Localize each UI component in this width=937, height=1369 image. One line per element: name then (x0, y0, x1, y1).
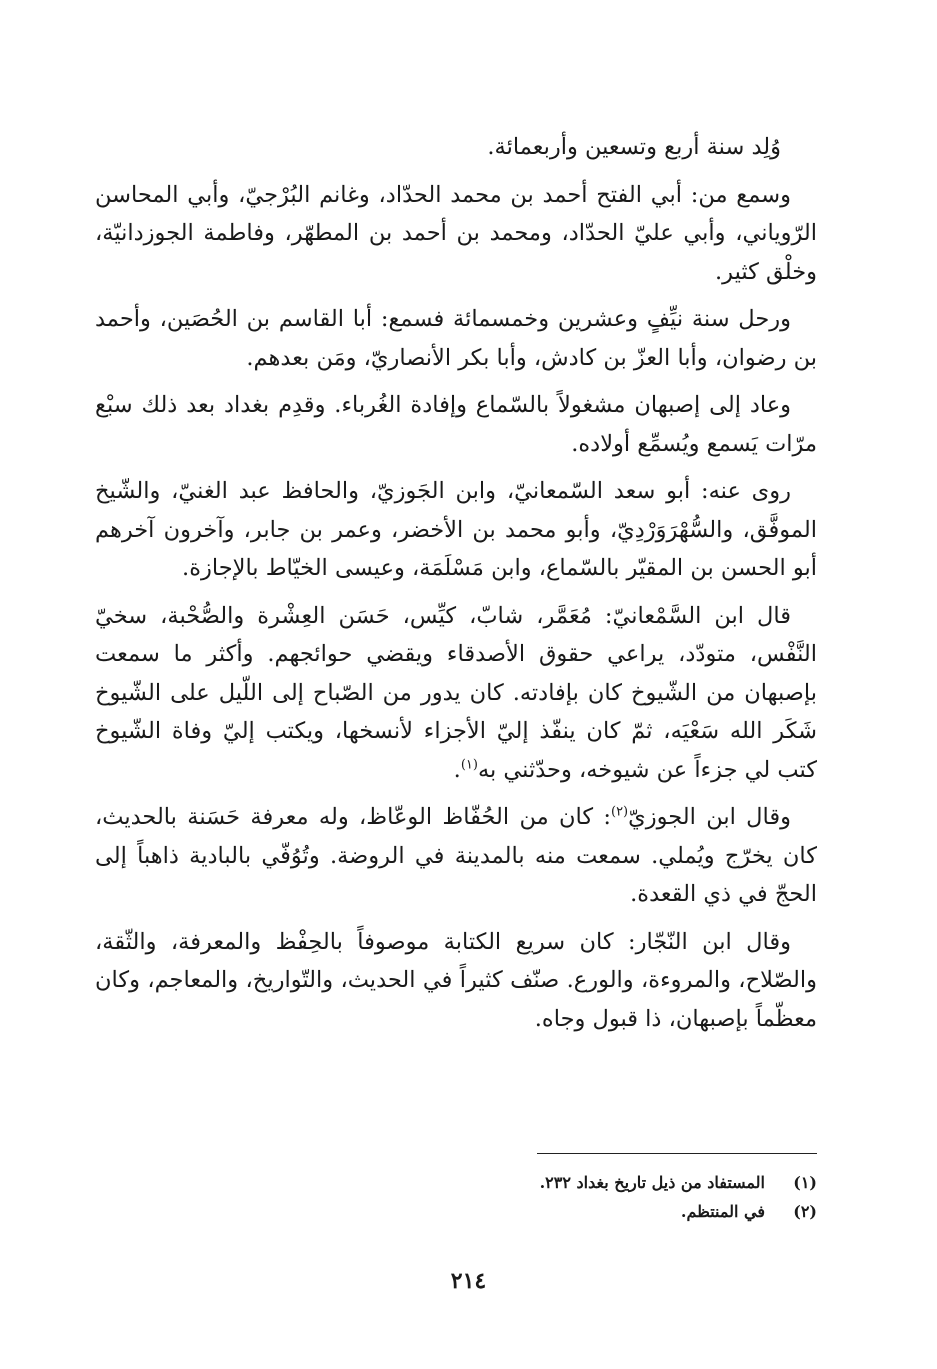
paragraph-return: وعاد إلى إصبهان مشغولاً بالسّماع وإفادة الغُرباء. وقدِم بغداد بعد ذلك سبْع مرّات يَسمع ويُسمِّع أولاده. (95, 392, 817, 457)
paragraph-birth: وُلِد سنة أربع وتسعين وأربعمائة. (487, 134, 781, 160)
paragraph-samani-quote (95, 597, 817, 790)
jawzi-quote-lead: وقال ابن الجوزيّ (628, 804, 791, 830)
footnote-text: في المنتظم. (680, 1202, 765, 1221)
paragraph-najjar-quote: وقال ابن النّجّار: كان سريع الكتابة موصوفاً بالحِفْظ والمعرفة، والثّقة، والصّلاح، والمروءة، والورع. صنّف كثيراً في الحديث، والتّواريخ، والمعاجم، وكان معظّماً بإصبهان، ذا قبول وجاه. (95, 928, 817, 1032)
samani-quote-text: قال ابن السَّمْعانيّ: مُعَمَّر، شابّ، كيِّس، حَسَن العِشْرة والصُّحْبة، سخيّ النَّفْس، متودّد، يراعي حقوق الأصدقاء ويقضي حوائجهم. وأكثر ما سمعت بإصبهان من الشّيوخ كان بإفادته. كان يدور من الصّباح إلى اللّيل على الشّيوخ شَكَر الله سَعْيَه، ثمّ كان ينفّذ إليّ الأجزاء لأنسخها، ويكتب إليّ وفاة الشّيوخ كتب لي جزءاً عن شيوخه، وحدّثني به (95, 602, 817, 783)
samani-quote-end: . (453, 756, 461, 783)
footnote-number: (٢) (793, 1202, 817, 1221)
paragraph-travel: ورحل سنة نيِّفٍ وعشرين وخمسمائة فسمع: أبا القاسم بن الحُصَين، وأحمد بن رضوان، وأبا العزّ بن كادش، وأبا بكر الأنصاريّ، ومَن بعدهم. (95, 306, 817, 371)
footnote-divider (537, 1153, 817, 1154)
main-text (95, 128, 817, 1047)
footnotes (95, 1168, 817, 1226)
paragraph-narrators: روى عنه: أبو سعد السّمعانيّ، وابن الجَوزيّ، والحافظ عبد الغنيّ، والشّيخ الموفَّق، والسُّهْرَوَرْدِيّ، وأبو محمد بن الأخضر، وعمر بن جابر، وآخرون آخرهم أبو الحسن بن المقيّر بالسّماع، وابن مَسْلَمَة، وعيسى الخيّاط بالإجازة. (95, 478, 817, 581)
footnote-ref-2[interactable]: (٢) (610, 804, 629, 820)
footnote-2 (95, 1197, 817, 1226)
paragraph-teachers: وسمع من: أبي الفتح أحمد بن محمد الحدّاد، وغانم البُرْجيّ، وأبي المحاسن الرّوياني، وأبي عليّ الحدّاد، ومحمد بن أحمد بن المطهّر، وفاطمة الجوزدانيّة، وخلْق كثير. (95, 181, 817, 285)
footnote-ref-1[interactable]: (١) (460, 757, 478, 772)
footnote-number: (١) (793, 1173, 817, 1192)
page-number: ٢١٤ (450, 1268, 487, 1294)
jawzi-quote-text: : كان من الحُفّاظ الوعّاظ، وله معرفة حَسَنة بالحديث، كان يخرّج ويُملي. سمعت منه بالمدينة في الروضة. وتُوُفّي بالبادية ذاهباً إلى الحجّ في ذي القعدة. (95, 804, 817, 907)
footnote-1 (95, 1168, 817, 1197)
paragraph-jawzi-quote (95, 798, 817, 914)
footnote-text: المستفاد من ذيل تاريخ بغداد ٢٣٢. (539, 1173, 765, 1192)
